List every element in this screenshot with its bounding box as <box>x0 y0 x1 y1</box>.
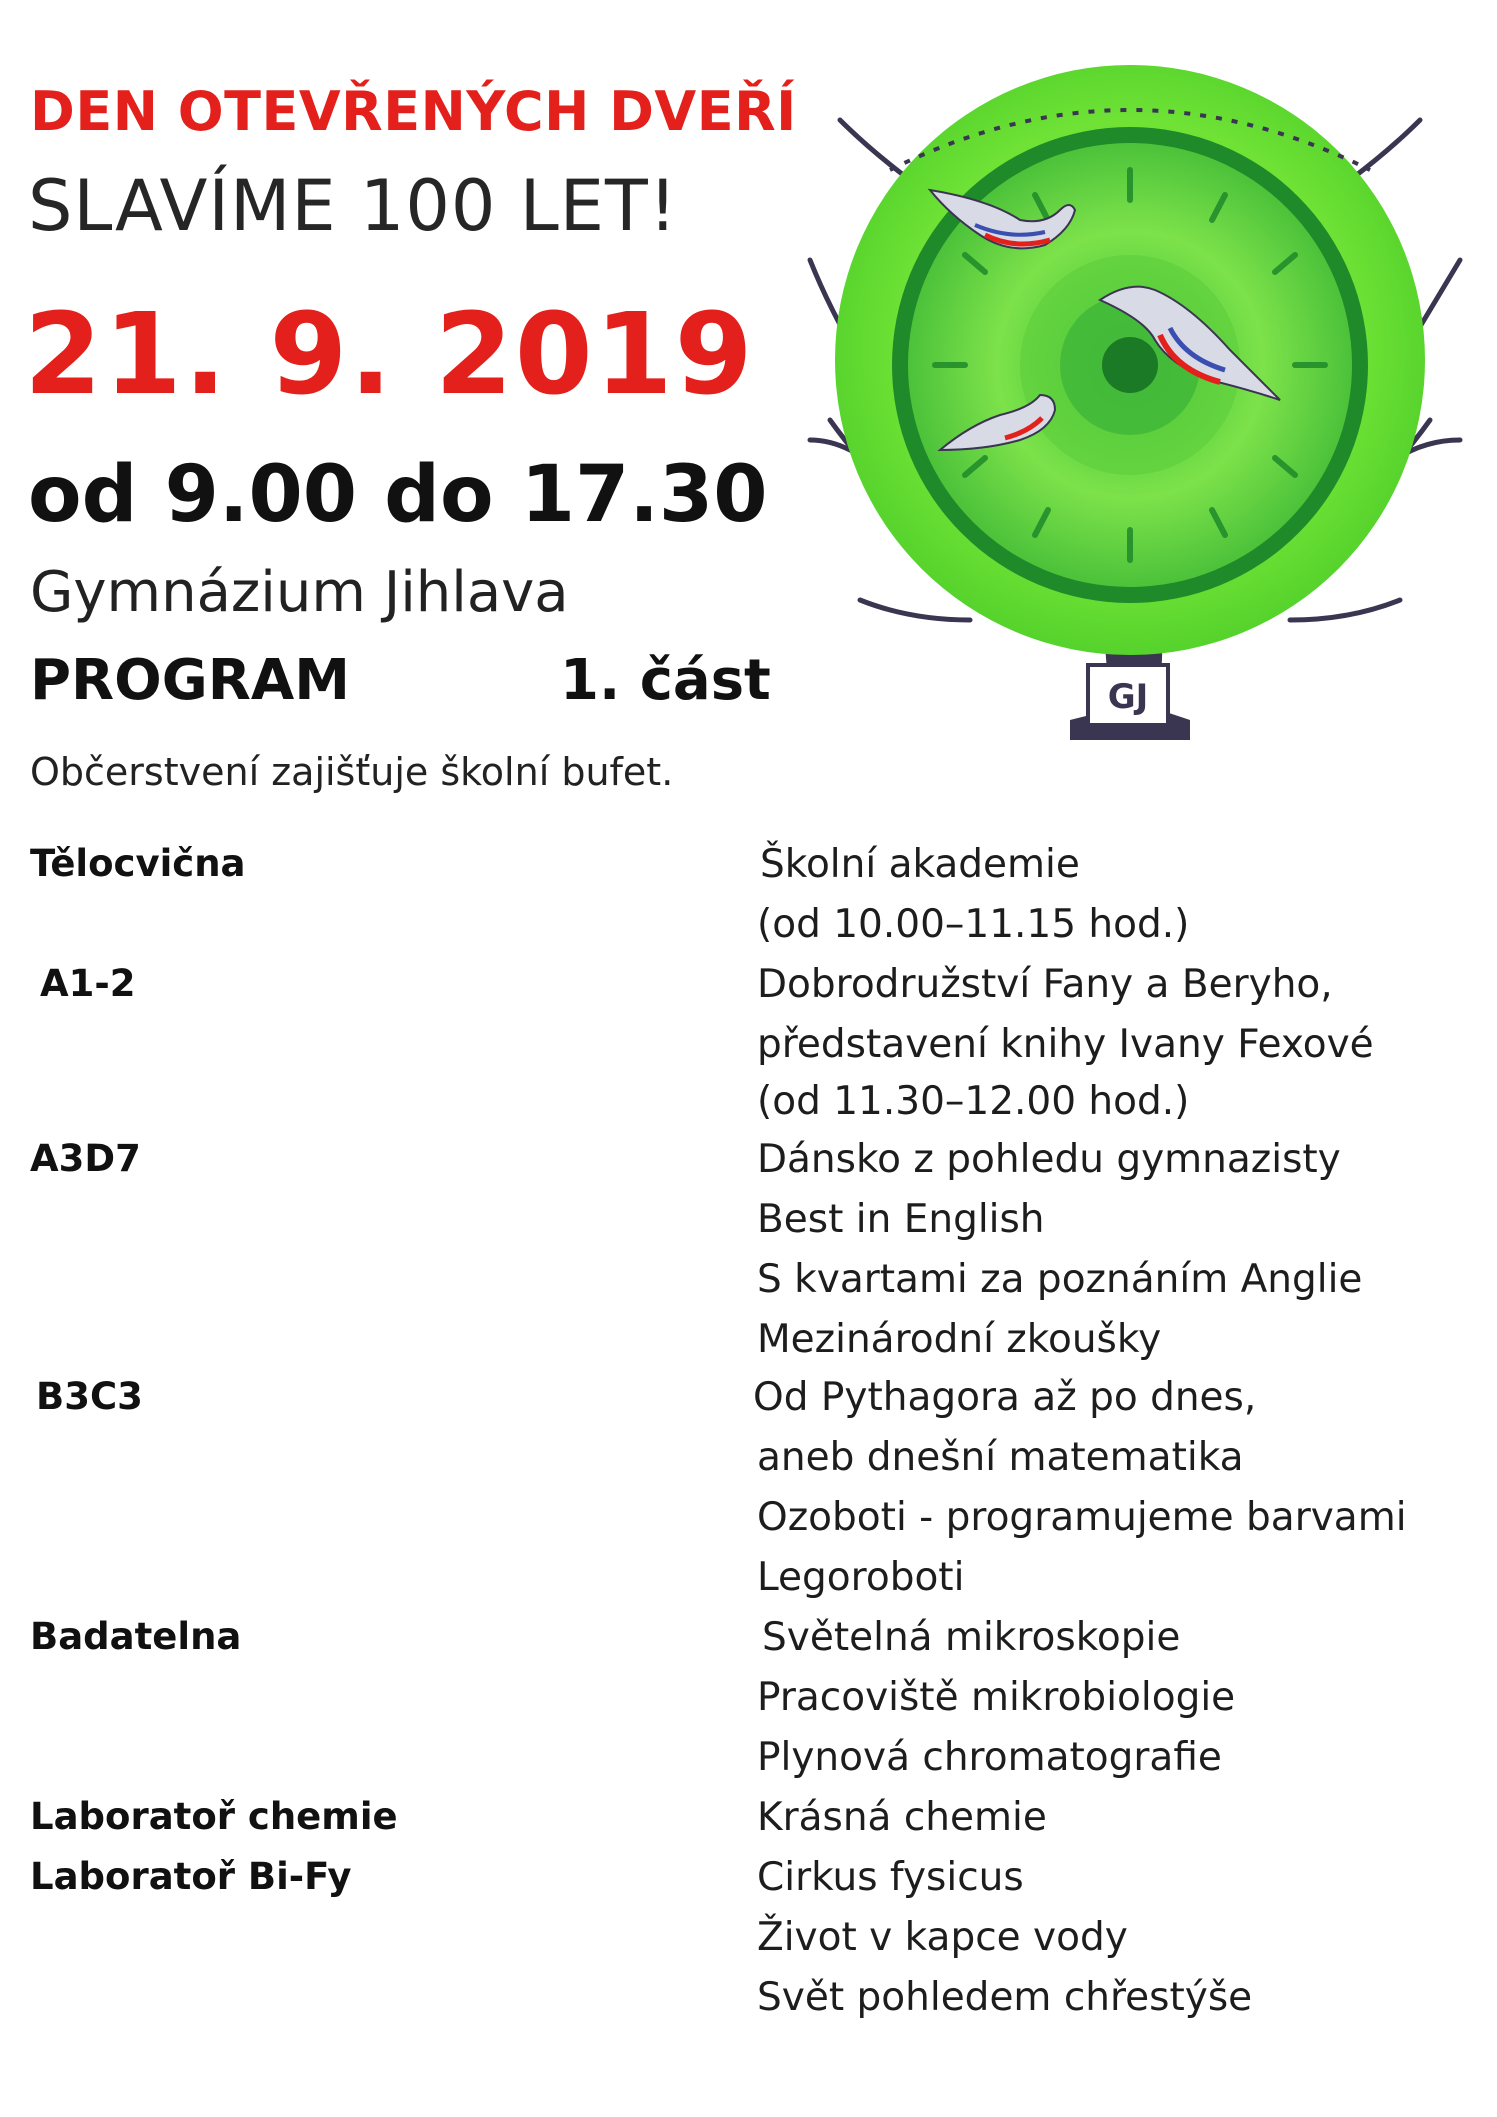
gj-logo: GJ <box>1107 677 1149 717</box>
part-label: 1. část <box>560 648 771 713</box>
event-time: od 9.00 do 17.30 <box>28 450 768 540</box>
room-telocvicna: Tělocvična <box>30 842 246 885</box>
event-title: DEN OTEVŘENÝCH DVEŘÍ <box>30 80 797 143</box>
activity-item: Dobrodružství Fany a Beryho, <box>757 962 1333 1007</box>
program-label: PROGRAM <box>30 648 350 713</box>
activity-item: Ozoboti - programujeme barvami <box>757 1495 1407 1540</box>
event-date: 21. 9. 2019 <box>24 290 755 420</box>
activity-item: Mezinárodní zkoušky <box>757 1317 1162 1362</box>
activity-item: Život v kapce vody <box>757 1915 1128 1960</box>
activity-item: Světelná mikroskopie <box>762 1615 1181 1660</box>
room-laborator-bi-fy: Laboratoř Bi-Fy <box>30 1855 352 1898</box>
activity-item: Dánsko z pohledu gymnazisty <box>757 1137 1341 1182</box>
activity-item: (od 10.00–11.15 hod.) <box>757 902 1190 947</box>
tree-core <box>1102 337 1158 393</box>
activity-item: Svět pohledem chřestýše <box>757 1975 1253 2020</box>
room-badatelna: Badatelna <box>30 1615 242 1658</box>
room-a3d7: A3D7 <box>30 1137 141 1180</box>
activity-item: aneb dnešní matematika <box>757 1435 1244 1480</box>
activity-item: Pracoviště mikrobiologie <box>757 1675 1236 1720</box>
slogan: SLAVÍME 100 LET! <box>28 165 678 247</box>
activity-item: Cirkus fysicus <box>757 1855 1024 1900</box>
room-a1-2: A1-2 <box>40 962 136 1005</box>
activity-item: S kvartami za poznáním Anglie <box>757 1257 1363 1302</box>
room-b3c3: B3C3 <box>36 1375 143 1418</box>
activity-item: Best in English <box>757 1197 1045 1242</box>
activity-item: Legoroboti <box>757 1555 965 1600</box>
activity-item: představení knihy Ivany Fexové <box>757 1022 1374 1067</box>
activity-item: (od 11.30–12.00 hod.) <box>757 1079 1190 1124</box>
activity-item: Plynová chromatografie <box>757 1735 1222 1780</box>
room-laborator-chemie: Laboratoř chemie <box>30 1795 398 1838</box>
activity-item: Od Pythagora až po dnes, <box>753 1375 1257 1420</box>
tree-emblem-illustration <box>770 60 1490 760</box>
school-name: Gymnázium Jihlava <box>30 560 569 625</box>
activity-item: Krásná chemie <box>757 1795 1047 1840</box>
refreshment-note: Občerstvení zajišťuje školní bufet. <box>30 750 674 794</box>
activity-item: Školní akademie <box>760 842 1080 887</box>
